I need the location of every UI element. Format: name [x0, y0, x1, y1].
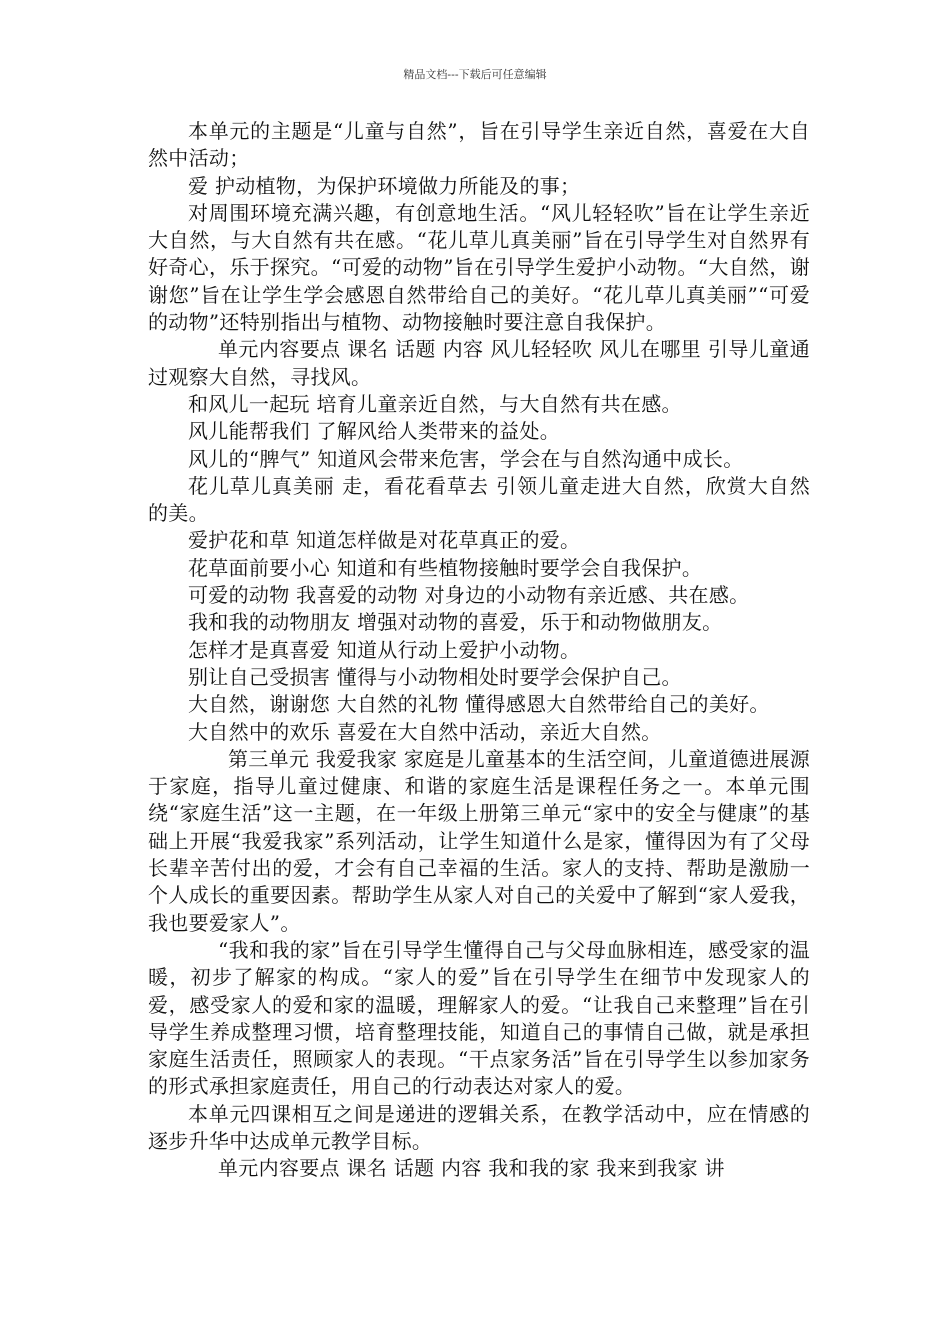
paragraph-unit-three: 第三单元 我爱我家 家庭是儿童基本的生活空间，儿童道德进展源于家庭，指导儿童过健康、和谐的家庭生活是课程任务之一。本单元围绕“家庭生活”这一主题，在一年级上册第三单元“家中的安全与健康”的基础上开展“我爱我家”系列活动，让学生知道什么是家，懂得因为有了父母长辈辛苦付出的爱，才会有自己幸福的生活。家人的支持、帮助是激励一个人成长的重要因素。帮助学生从家人对自己的关爱中了解到“家人爱我，我也要爱家人”。: [148, 746, 810, 935]
paragraph-unit-outline-1: 单元内容要点 课名 话题 内容 风儿轻轻吹 风儿在哪里 引导儿童通过观察大自然，寻找风。: [148, 337, 810, 389]
paragraph-wind-helps: 风儿能帮我们 了解风给人类带来的益处。: [188, 419, 561, 444]
paragraph-unit-outline-3: 单元内容要点 课名 话题 内容 我和我的家 我来到我家 讲: [218, 1156, 725, 1181]
paragraph-flowers-grass: 花儿草儿真美丽 走，看花看草去 引领儿童走进大自然，欣赏大自然的美。: [148, 473, 810, 526]
document-body: [148, 118, 810, 1183]
paragraph-lesson-logic: 本单元四课相互之间是递进的逻辑关系，在教学活动中，应在情感的逐步升华中达成单元教学目标。: [148, 1101, 810, 1153]
paragraph-care-flowers: 爱护花和草 知道怎样做是对花草真正的爱。: [188, 528, 581, 553]
paragraph-lesson-goals: 对周围环境充满兴趣，有创意地生活。“风儿轻轻吹”旨在让学生亲近大自然，与大自然有共在感。“花儿草儿真美丽”旨在引导学生对自然界有好奇心，乐于探究。“可爱的动物”旨在引导学生爱护小动物。“大自然，谢谢您”旨在让学生学会感恩自然带给自己的美好。“花儿草儿真美丽”“可爱的动物”还特别指出与植物、动物接触时要注意自我保护。: [148, 200, 810, 335]
paragraph-play-with-wind: 和风儿一起玩 培育儿童亲近自然，与大自然有共在感。: [188, 391, 682, 416]
paragraph-animal-friends: 我和我的动物朋友 增强对动物的喜爱，乐于和动物做朋友。: [188, 610, 723, 635]
paragraph-careful-plants: 花草面前要小心 知道和有些植物接触时要学会自我保护。: [188, 555, 703, 580]
paragraph-thank-nature: 大自然，谢谢您 大自然的礼物 懂得感恩大自然带给自己的美好。: [188, 692, 770, 717]
paragraph-protect-plants: 爱 护动植物，为保护环境做力所能及的事；: [188, 173, 581, 198]
paragraph-lovely-animals: 可爱的动物 我喜爱的动物 对身边的小动物有亲近感、共在感。: [188, 583, 750, 608]
paragraph-nature-joy: 大自然中的欢乐 喜爱在大自然中活动，亲近大自然。: [188, 719, 662, 744]
paragraph-unit-theme: 本单元的主题是“儿童与自然”，旨在引导学生亲近自然，喜爱在大自然中活动；: [148, 119, 810, 171]
paragraph-wind-temper: 风儿的“脾气” 知道风会带来危害，学会在与自然沟通中成长。: [188, 446, 744, 471]
paragraph-true-love: 怎样才是真喜爱 知道从行动上爱护小动物。: [188, 637, 581, 662]
paragraph-self-protection: 别让自己受损害 懂得与小动物相处时要学会保护自己。: [188, 664, 682, 689]
page-header: 精品文档---下载后可任意编辑: [403, 68, 547, 81]
paragraph-my-family: “我和我的家”旨在引导学生懂得自己与父母血脉相连，感受家的温暖，初步了解家的构成。“家人的爱”旨在引导学生在细节中发现家人的爱，感受家人的爱和家的温暖，理解家人的爱。“让我自己来整理”旨在引导学生养成整理习惯，培育整理技能，知道自己的事情自己做，就是承担家庭生活责任，照顾家人的表现。“干点家务活”旨在引导学生以参加家务的形式承担家庭责任，用自己的行动表达对家人的爱。: [148, 937, 810, 1099]
